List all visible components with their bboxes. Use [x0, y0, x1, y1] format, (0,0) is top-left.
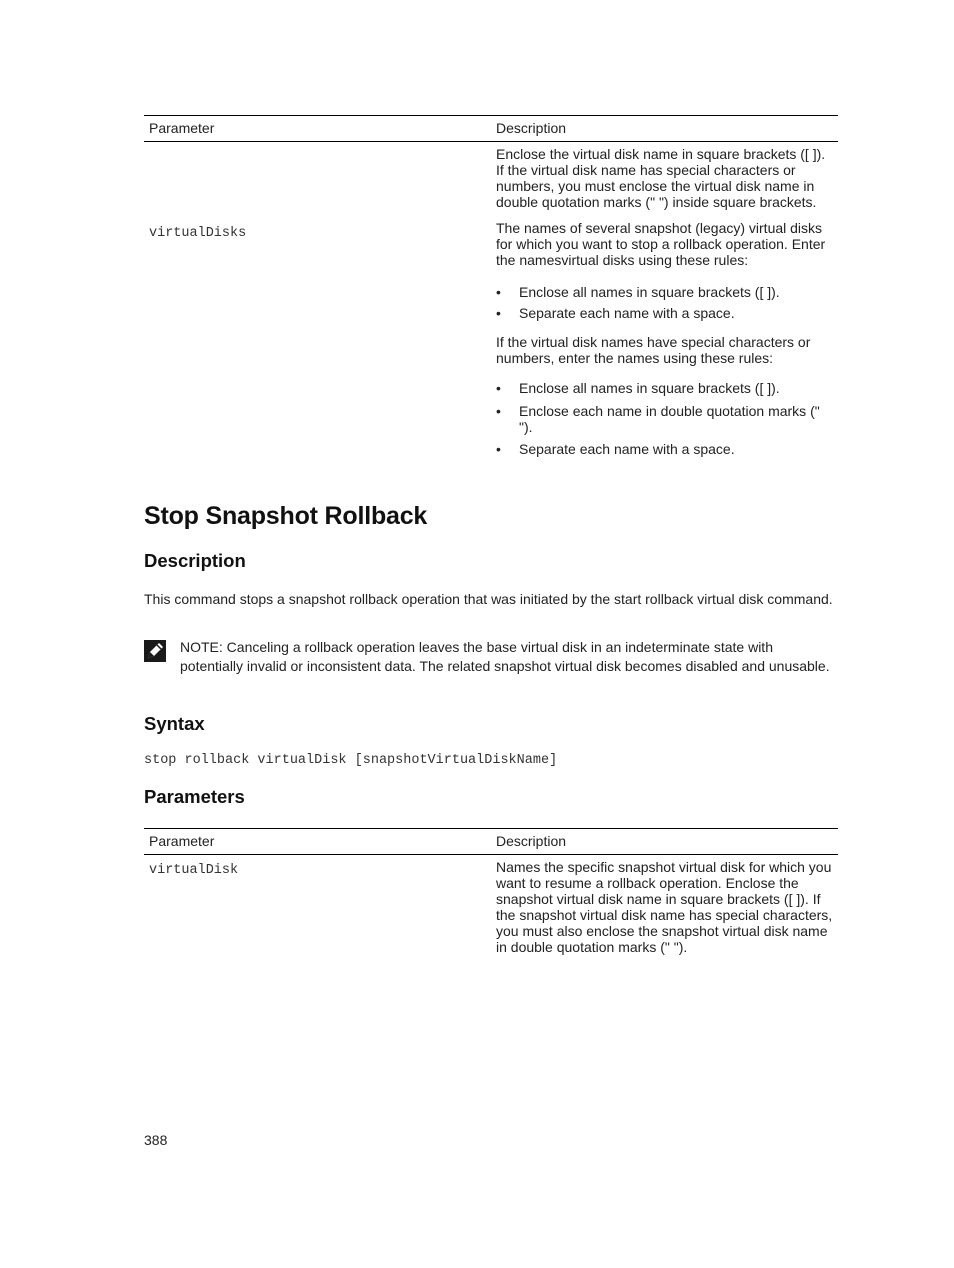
param-name-virtualdisks: virtualDisks: [149, 226, 247, 241]
continued-description: Enclose the virtual disk name in square brackets ([ ]). If the virtual disk name has special characters or numbers, you must enclose the virtual disk name in double quotation marks (" ") inside square brackets.: [496, 146, 826, 210]
list-item: • Separate each name with a space.: [496, 441, 833, 457]
list-item: • Enclose each name in double quotation marks (" ").: [496, 403, 833, 435]
header-description: Description: [491, 116, 838, 142]
page-number: 388: [144, 1132, 168, 1148]
table-header-row: [144, 116, 838, 142]
note-pencil-icon: [144, 640, 166, 662]
note-text: [180, 638, 834, 676]
note-label: NOTE:: [180, 639, 223, 655]
parameters-heading: Parameters: [144, 786, 245, 807]
table-row: [144, 142, 838, 221]
param-description: Names the specific snapshot virtual disk for which you want to resume a rollback operation. Enclose the snapshot virtual disk name in square brackets ([ ]). If the snapshot virtual disk name has special characters, you must also enclose the snapshot virtual disk name in double quotation marks (" ").: [496, 859, 833, 955]
rules-list-2: [496, 380, 833, 457]
table-row: [144, 220, 838, 457]
param-name-virtualdisk: virtualDisk: [149, 863, 239, 878]
description-text: This command stops a snapshot rollback operation that was initiated by the start rollback virtual disk command.: [144, 591, 833, 607]
list-item: • Separate each name with a space.: [496, 303, 833, 324]
table-row: [144, 855, 838, 956]
header-description: Description: [491, 829, 838, 855]
list-item: • Enclose all names in square brackets ([ ]).: [496, 380, 833, 396]
syntax-heading: Syntax: [144, 713, 205, 734]
parameters-table: [144, 828, 838, 955]
syntax-code: stop rollback virtualDisk [snapshotVirtualDiskName]: [144, 753, 558, 768]
description-heading: Description: [144, 550, 246, 571]
section-title: Stop Snapshot Rollback: [144, 502, 428, 530]
header-parameter: Parameter: [144, 829, 491, 855]
header-parameter: Parameter: [144, 116, 491, 142]
note-body: Canceling a rollback operation leaves the base virtual disk in an indeterminate state with potentially invalid or inconsistent data. The related snapshot virtual disk becomes disabled and unusable.: [180, 639, 830, 674]
description-intro: The names of several snapshot (legacy) virtual disks for which you want to stop a rollback operation. Enter the namesvirtual disks using these rules:: [496, 220, 826, 268]
param-description: [491, 220, 838, 457]
parameters-table-continued: [144, 115, 838, 457]
table-header-row: [144, 829, 838, 855]
description-intro-2: If the virtual disk names have special characters or numbers, enter the names using these rules:: [496, 334, 811, 366]
list-item: • Enclose all names in square brackets ([ ]).: [496, 282, 833, 303]
rules-list-1: [496, 282, 833, 324]
